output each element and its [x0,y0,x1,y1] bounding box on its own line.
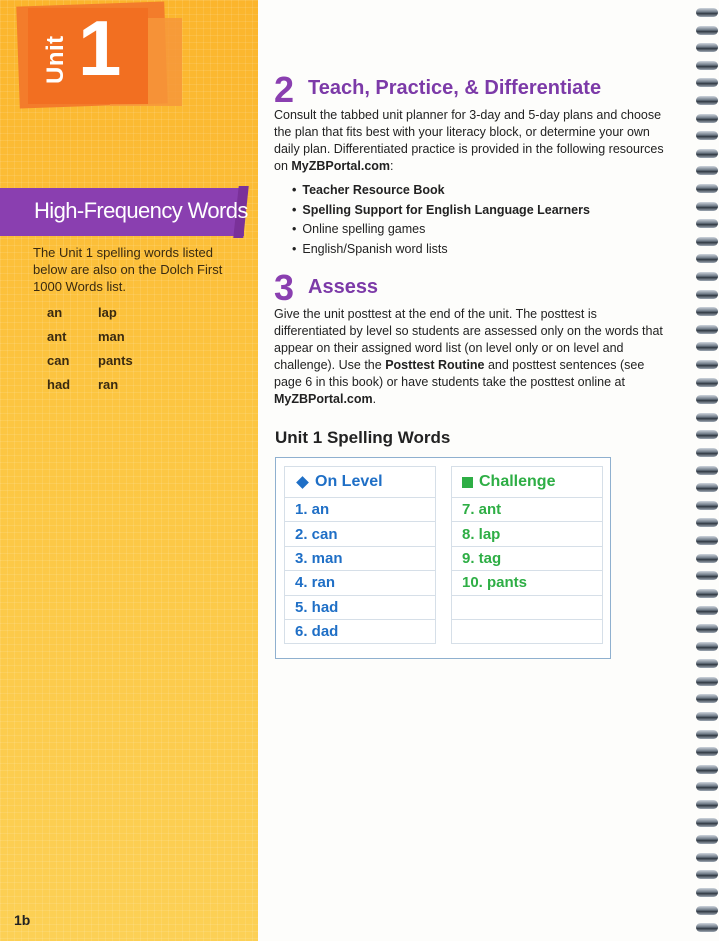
spiral-coil [696,765,718,774]
challenge-column [451,466,603,644]
posttest-routine: Posttest Routine [385,358,485,372]
spiral-coil [696,430,718,439]
section-3-text: and posttest sentences (see page 6 in this book) or have students take the posttest online at [274,358,645,389]
spiral-coil [696,26,718,35]
hf-word: can [47,353,70,368]
spiral-coil [696,606,718,615]
table-row: 10. pants [451,571,603,595]
section-2-text-end: : [390,159,394,173]
spiral-coil [696,78,718,87]
section-2-text: Consult the tabbed unit planner for 3-day and 5-day plans and choose the plan that fits best with your literacy block, or determine your own daily plan. Differentiated practice is provided in the following resources on [274,108,664,173]
section-3-body [274,306,670,408]
table-row: 8. lap [451,522,603,546]
table-row: 9. tag [451,547,603,571]
page-number: 1b [14,912,31,928]
hf-intro: The Unit 1 spelling words listed below are also on the Dolch First 1000 Words list. [33,245,223,294]
unit-label: Unit [42,35,69,84]
spiral-coil [696,870,718,879]
spiral-coil [696,342,718,351]
resource-list [292,181,590,259]
spiral-coil [696,466,718,475]
spiral-coil [696,272,718,281]
spiral-coil [696,202,718,211]
challenge-label: Challenge [479,473,556,490]
list-item: • Spelling Support for English Language Learners [292,201,590,221]
unit-number: 1 [78,4,122,92]
spiral-coil [696,114,718,123]
spiral-coil [696,43,718,52]
spelling-table [275,457,611,659]
spiral-coil [696,571,718,580]
spiral-coil [696,237,718,246]
table-row: 6. dad [284,620,436,644]
spiral-coil [696,378,718,387]
section-2-title: Teach, Practice, & Differentiate [308,77,602,99]
hf-word: man [98,329,125,344]
spiral-coil [696,325,718,334]
spiral-coil [696,290,718,299]
section-3-text: . [372,392,377,406]
hf-title: High-Frequency Words [34,198,248,223]
section-3-title: Assess [308,276,379,298]
hf-word: ant [47,329,67,344]
table-row [451,620,603,644]
spiral-coil [696,518,718,527]
table-row: 1. an [284,498,436,522]
hf-word: lap [98,305,117,320]
spiral-coil [696,624,718,633]
diamond-icon [296,476,309,489]
spiral-coil [696,448,718,457]
hf-word: pants [98,353,133,368]
spiral-coil [696,659,718,668]
spiral-coil [696,184,718,193]
on-level-column [284,466,436,644]
spiral-coil [696,149,718,158]
spiral-coil [696,554,718,563]
spelling-heading: Unit 1 Spelling Words [275,428,451,447]
spiral-coil [696,906,718,915]
spiral-coil [696,536,718,545]
table-row: 3. man [284,547,436,571]
list-item: • English/Spanish word lists [292,240,590,260]
section-2-body [274,107,670,175]
spiral-coil [696,96,718,105]
hf-word: ran [98,377,119,392]
spiral-coil [696,61,718,70]
section-3-number: 3 [274,267,295,308]
spiral-coil [696,694,718,703]
spiral-coil [696,395,718,404]
spiral-coil [696,307,718,316]
on-level-header [284,466,436,498]
spiral-coil [696,835,718,844]
on-level-label: On Level [315,473,383,490]
spiral-coil [696,254,718,263]
spiral-coil [696,483,718,492]
section-3-text: Give the unit posttest at the end of the unit. The posttest is differentiated by level so students are assessed only on the words that appear on their assigned word list (on level only or on level and challenge). Use the [274,307,663,372]
spiral-coil [696,730,718,739]
spiral-coil [696,782,718,791]
spiral-coil [696,818,718,827]
hf-word: had [47,377,71,392]
hf-word: an [47,305,63,320]
table-row: 2. can [284,522,436,546]
spiral-coil [696,8,718,17]
spiral-coil [696,747,718,756]
spiral-coil [696,853,718,862]
table-row: 7. ant [451,498,603,522]
spiral-coil [696,166,718,175]
spiral-coil [696,642,718,651]
spiral-coil [696,360,718,369]
spiral-coil [696,589,718,598]
list-item: • Teacher Resource Book [292,181,590,201]
spiral-coil [696,501,718,510]
table-row [451,596,603,620]
square-icon [462,477,473,488]
spiral-coil [696,219,718,228]
table-row: 5. had [284,596,436,620]
spiral-coil [696,131,718,140]
list-item: • Online spelling games [292,220,590,240]
section-2-number: 2 [274,69,295,110]
spiral-coil [696,712,718,721]
sidebar-panel [0,0,258,941]
table-row: 4. ran [284,571,436,595]
spiral-binding [696,0,719,941]
portal-link: MyZBPortal.com [291,159,391,173]
spiral-coil [696,888,718,897]
portal-link: MyZBPortal.com [274,392,373,406]
spiral-coil [696,413,718,422]
spiral-coil [696,923,718,932]
spiral-coil [696,800,718,809]
spiral-coil [696,677,718,686]
challenge-header [451,466,603,498]
